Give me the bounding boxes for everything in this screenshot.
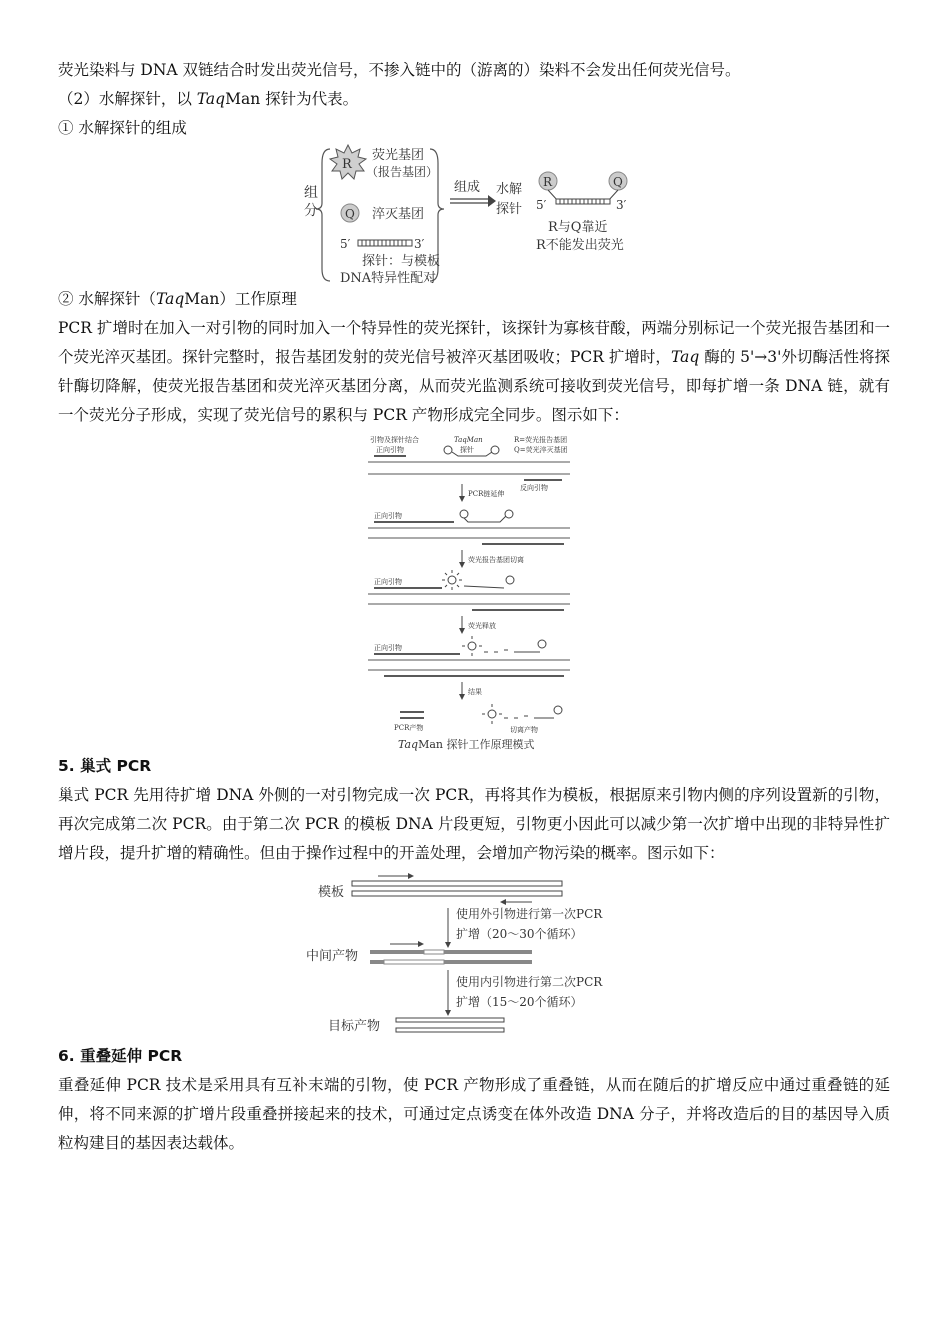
paragraph-overlap-pcr: 重叠延伸 PCR 技术是采用具有互补末端的引物，使 PCR 产物形成了重叠链，从而在随后的扩增反应中通过重叠链的延伸，将不同来源的扩增片段重叠拼接起来的技术，可通过定点诱变在体外改造 DNA 分子，并将改造后的目的基因导入质粒构建目的基因表达载体。: [58, 1076, 890, 1152]
quencher-Q-label: Q: [345, 207, 355, 221]
left-brace: [316, 149, 330, 281]
fig2-step1: PCR链延伸: [468, 490, 505, 498]
compose-arrow-label: 组成: [454, 180, 481, 195]
group-char-1: 组: [304, 185, 318, 201]
probe-Q-label: Q: [613, 175, 623, 189]
reporter-R-label: R: [342, 157, 352, 172]
note-1: R与Q靠近: [548, 220, 608, 235]
subheading-probe-composition: ① 水解探针的组成: [58, 119, 187, 137]
fig2-forward-primer-4: 正向引物: [374, 644, 402, 652]
quencher-label: 淬灭基团: [372, 207, 425, 222]
arrow-head-icon: [488, 195, 496, 207]
figure-taqman-principle: [364, 434, 584, 752]
result-label-1: 水解: [496, 182, 523, 197]
figure-probe-composition: [304, 143, 644, 285]
page-content: [58, 56, 890, 1158]
fig3-target-label: 目标产物: [328, 1019, 381, 1034]
fig2-taqman-label: TaqMan: [454, 436, 483, 444]
target-strand-2: [396, 1028, 504, 1032]
stage-4: [368, 636, 570, 676]
section-5-title: 5. 巢式 PCR: [58, 757, 152, 775]
figure-nested-pcr: [304, 872, 644, 1040]
fig2-forward-primer-1: 正向引物: [376, 446, 404, 454]
item-hydrolysis-probe: （2）水解探针，以 TaqMan 探针为代表。: [58, 90, 359, 108]
stage-2: [368, 510, 570, 544]
intermediate-strand-2a: [370, 960, 384, 964]
stage1-R-icon: [444, 446, 452, 454]
released-R-icon: [448, 576, 456, 584]
fig2-step3: 荧光释放: [468, 622, 496, 630]
fig2-reverse-primer: 反向引物: [520, 484, 548, 492]
intermediate-strand-1a: [370, 950, 424, 954]
target-strand-1: [396, 1018, 504, 1022]
subheading-taqman-principle: ② 水解探针（TaqMan）工作原理: [58, 290, 297, 308]
fig2-forward-primer-2: 正向引物: [374, 512, 402, 520]
reporter-alt-label: （报告基团）: [366, 165, 439, 179]
assembled-3-end: 3′: [616, 198, 627, 212]
reporter-label: 荧光基团: [372, 148, 425, 163]
fig2-legend-R: R=荧光报告基团: [514, 436, 568, 444]
fig3-step2-line2: 扩增（15～20个循环）: [456, 995, 583, 1009]
probe-R-label: R: [543, 175, 553, 189]
stage-3: [368, 570, 570, 610]
fig2-caption: TaqMan 探针工作原理模式: [398, 738, 535, 751]
fig2-step4: 结果: [468, 688, 482, 696]
group-label: [304, 185, 318, 219]
group-char-2: 分: [304, 203, 318, 219]
fig2-pcr-product: PCR产物: [394, 724, 424, 732]
template-strand-2: [352, 891, 562, 896]
template-strand-1: [352, 881, 562, 886]
paragraph-nested-pcr: 巢式 PCR 先用待扩增 DNA 外侧的一对引物完成一次 PCR，再将其作为模板，根据原来引物内侧的序列设置新的引物，再次完成第二次 PCR。由于第二次 PCR 的模板 DNA 片段更短，引物更小因此可以减少第一次扩增中出现的非特异性扩增片段，提升扩增的精确性。但由于操作过程中的开盖处理，会增加产物污染的概率。图示如下：: [58, 786, 890, 862]
probe-caption-2: DNA特异性配对: [340, 271, 437, 285]
result-label-2: 探针: [496, 202, 523, 217]
fig3-template-label: 模板: [318, 885, 345, 900]
fig2-step2: 荧光报告基团切离: [468, 556, 524, 564]
section-6-title: 6. 重叠延伸 PCR: [58, 1047, 183, 1065]
note-2: R不能发出荧光: [536, 238, 624, 253]
stage1-Q-icon: [491, 446, 499, 454]
fig3-intermediate-label: 中间产物: [306, 949, 359, 964]
paragraph-taqman: PCR 扩增时在加入一对引物的同时加入一个特异性的荧光探针，该探针为寡核苷酸，两端分别标记一个荧光报告基团和一个荧光淬灭基团。探针完整时，报告基团发射的荧光信号被淬灭基团吸收；PCR 扩增时，Taq 酶的 5'→3'外切酶活性将探针酶切降解，使荧光报告基团和荧光淬灭基团分离，从而荧光监测系统可接收到荧光信号，即每扩增一条 DNA 链，就有一个荧光分子形成，实现了荧光信号的累积与 PCR 产物形成完全同步。图示如下：: [58, 319, 890, 424]
fig2-cleaved-product: 切离产物: [510, 726, 538, 734]
probe-caption-1: 探针：与模板: [362, 254, 441, 269]
fig3-step1-line2: 扩增（20～30个循环）: [456, 927, 583, 941]
fig2-forward-primer-3: 正向引物: [374, 578, 402, 586]
fig2-legend-Q: Q=荧光淬灭基团: [514, 446, 568, 454]
result-stage: [394, 704, 562, 734]
assembled-5-end: 5′: [536, 198, 547, 212]
fig3-step2-line1: 使用内引物进行第二次PCR: [456, 975, 603, 989]
fig3-step1-line1: 使用外引物进行第一次PCR: [456, 907, 603, 921]
fig2-top-label: 引物及探针结合: [370, 436, 419, 444]
paragraph-intercalating-dye: 荧光染料与 DNA 双链结合时发出荧光信号，不掺入链中的（游离的）染料不会发出任何荧光信号。: [58, 61, 741, 79]
probe-5-end: 5′: [340, 237, 351, 251]
probe-3-end: 3′: [414, 237, 425, 251]
fig2-probe-label: 探针: [460, 446, 474, 454]
